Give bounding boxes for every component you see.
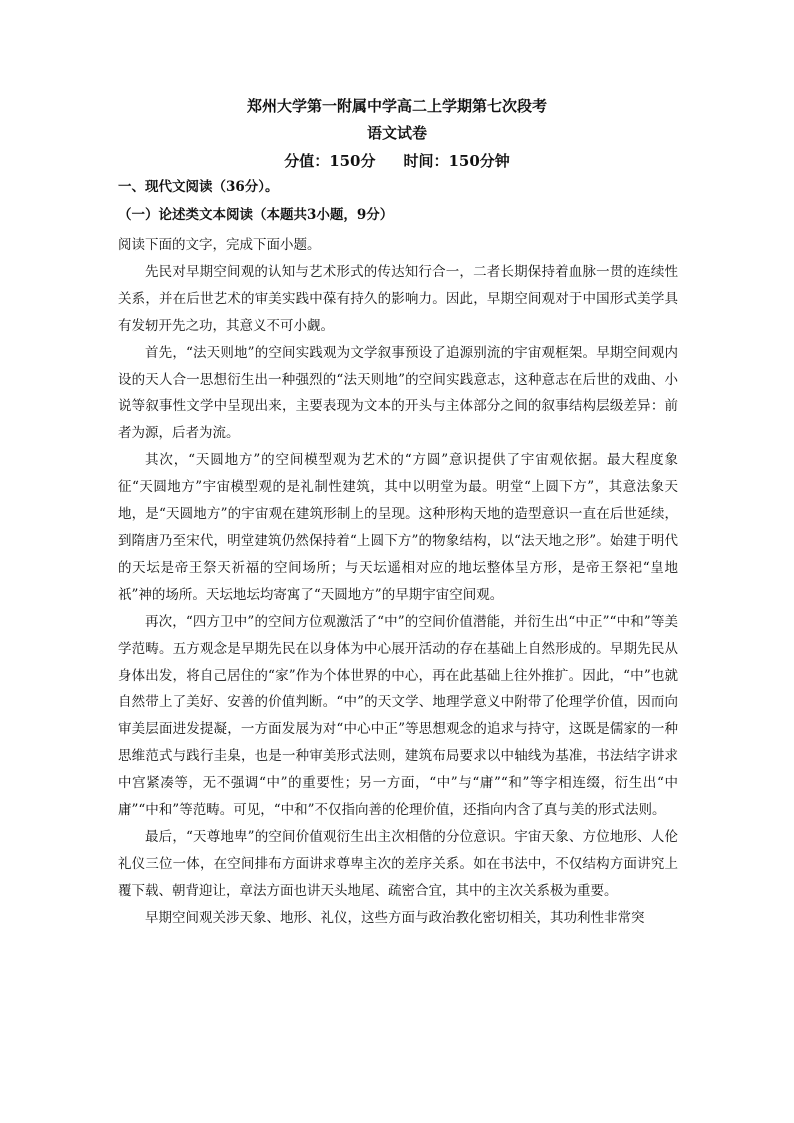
reading-passage xyxy=(118,232,678,932)
paragraph-2: 首先，“法天则地”的空间实践观为文学叙事预设了追源别流的宇宙观框架。早期空间观内设的天人合一思想衍生出一种强烈的“法天则地”的空间实践意志，这种意志在后世的戏曲、小说等叙事性文学中呈现出来，主要表现为文本的开头与主体部分之间的叙事结构层级差异：前者为源，后者为流。 xyxy=(118,344,678,442)
subject-title: 语文试卷 xyxy=(366,124,427,142)
school-title: 郑州大学第一附属中学高二上学期第七次段考 xyxy=(246,97,547,115)
time-label: 时间：150分钟 xyxy=(403,152,510,170)
subsection1-heading: （一）论述类文本阅读（本题共3小题，9分） xyxy=(118,207,394,223)
part1-heading: 一、现代文阅读（36分）。 xyxy=(118,179,279,195)
paragraph-3: 其次，“天圆地方”的空间模型观为艺术的“方圆”意识提供了宇宙观依据。最大程度象征“天圆地方”宇宙模型观的是礼制性建筑，其中以明堂为最。明堂“上圆下方”，其意法象天地，是“天圆地方”的宇宙观在建筑形制上的呈现。这种形构天地的造型意识一直在后世延续，到隋唐乃至宋代，明堂建筑仍然保持着“上圆下方”的物象结构，以“法天地之形”。始建于明代的天坛是帝王祭天祈福的空间场所；与天坛遥相对应的地坛整体呈方形，是帝王祭祀“皇地祇”神的场所。天坛地坛均寄寓了“天圆地方”的早期宇宙空间观。 xyxy=(118,452,678,603)
instruction-line: 阅读下面的文字，完成下面小题。 xyxy=(118,237,321,253)
paragraph-4: 再次，“四方卫中”的空间方位观激活了“中”的空间价值潜能，并衍生出“中正”“中和”等美学范畴。五方观念是早期先民在以身体为中心展开活动的存在基础上自然形成的。早期先民从身体出发，将自己居住的“家”作为个体世界的中心，再在此基础上往外推扩。因此，“中”也就自然带上了美好、安善的价值判断。“中”的天文学、地理学意义中附带了伦理学价值，因而向审美层面进发提凝，一方面发展为对“中心中正”等思想观念的追求与持守，这既是儒家的一种思维范式与践行圭臬，也是一种审美形式法则，建筑布局要求以中轴线为基准，书法结字讲求中宫紧凑等，无不强调“中”的重要性；另一方面，“中”与“庸”“和”等字相连缀，衍生出“中庸”“中和”等范畴。可见，“中和”不仅指向善的伦理价值，还指向内含了真与美的形式法则。 xyxy=(118,613,678,819)
paragraph-6: 早期空间观关涉天象、地形、礼仪，这些方面与政治教化密切相关，其功利性非常突 xyxy=(145,909,645,926)
paragraph-1: 先民对早期空间观的认知与艺术形式的传达知行合一，二者长期保持着血脉一贯的连续性关系，并在后世艺术的审美实践中葆有持久的影响力。因此，早期空间观对于中国形式美学具有发轫开先之功，其意义不可小觑。 xyxy=(118,263,678,334)
paragraph-5: 最后，“天尊地卑”的空间价值观衍生出主次相偕的分位意识。宇宙天象、方位地形、人伦礼仪三位一体，在空间排布方面讲求尊卑主次的差序关系。如在书法中，不仅结构方面讲究上覆下载、朝背迎让，章法方面也讲天头地尾、疏密合宜，其中的主次关系极为重要。 xyxy=(118,828,678,899)
score-label: 分值：150分 xyxy=(284,152,376,170)
score-time-line xyxy=(0,151,794,171)
